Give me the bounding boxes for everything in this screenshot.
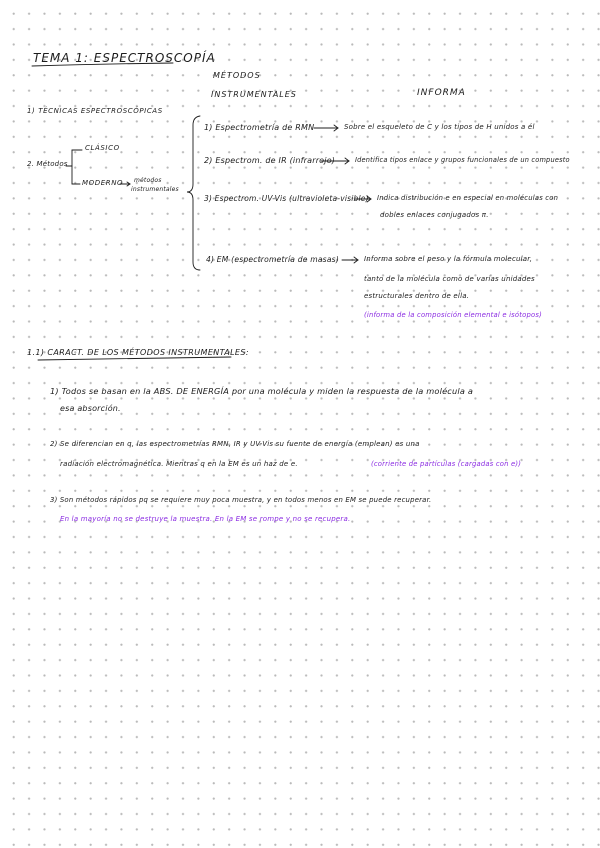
info-rmn: Sobre el esqueleto de C y los tipos de H unidos a él (344, 123, 535, 131)
info-em-2: tanto de la molécula como de varias unidades (364, 275, 535, 283)
tecnicas-label: 1) TÉCNICAS ESPECTROSCÓPICAS (27, 107, 163, 115)
method-rmn: 1) Espectrometría de RMN (204, 123, 315, 132)
clasico-label: CLÁSICO (85, 144, 120, 152)
metodos-instrumentales-2: instrumentales (131, 186, 179, 193)
moderno-label: MODERNO (82, 179, 124, 187)
page-title: TEMA 1: ESPECTROSCOPÍA (33, 51, 216, 65)
informa-label: INFORMA (417, 88, 466, 98)
info-uvvis-2: dobles enlaces conjugados π. (380, 211, 489, 219)
method-ir: 2) Espectrom. de IR (infrarrojo) (204, 156, 336, 165)
point-3-line-1: 3) Son métodos rápidos pq se requiere muy poca muestra, y en todos menos en EM se puede recuperar. (50, 496, 432, 504)
metodos-instrumentales-1: métodos (134, 177, 162, 184)
method-uvvis: 3) Espectrom. UV-Vis (ultravioleta-visible) (204, 194, 369, 203)
metodos-label: MÉTODOS (213, 71, 261, 80)
metodos-root: 2. Métodos (27, 160, 68, 168)
point-1-line-1: 1) Todos se basan en la ABS. DE ENERGÍA por una molécula y miden la respuesta de la molécula a (50, 386, 474, 396)
point-3-purple-note: En la mayoría no se destruye la muestra. En la EM se rompe y no se recupera. (60, 515, 351, 523)
point-2-line-1: 2) Se diferencian en q, las espectrometrías RMN, IR y UV-Vis su fuente de energía (emplean) es una (50, 440, 420, 448)
method-em: 4) EM (espectrometría de masas) (206, 255, 340, 264)
instrumentales-label: INSTRUMENTALES (211, 90, 297, 99)
point-1-line-2: esa absorción. (60, 404, 121, 413)
info-uvvis-1: Indica distribución e en especial en moléculas con (377, 194, 559, 202)
info-ir: Identifica tipos enlace y grupos funcionales de un compuesto (355, 156, 570, 164)
point-2-purple-note: (corriente de partículas (cargadas con e)) (371, 460, 522, 468)
info-em-1: Informa sobre el peso y la fórmula molecular, (364, 255, 533, 263)
info-em-purple-note: (informa de la composición elemental e isótopos) (364, 311, 542, 319)
info-em-3: estructurales dentro de ella. (364, 292, 470, 300)
section-heading: 1.1) CARACT. DE LOS MÉTODOS INSTRUMENTALES: (27, 348, 249, 357)
point-2-line-2: radiación electromagnética. Mientras q en la EM es un haz de e. (60, 460, 298, 468)
